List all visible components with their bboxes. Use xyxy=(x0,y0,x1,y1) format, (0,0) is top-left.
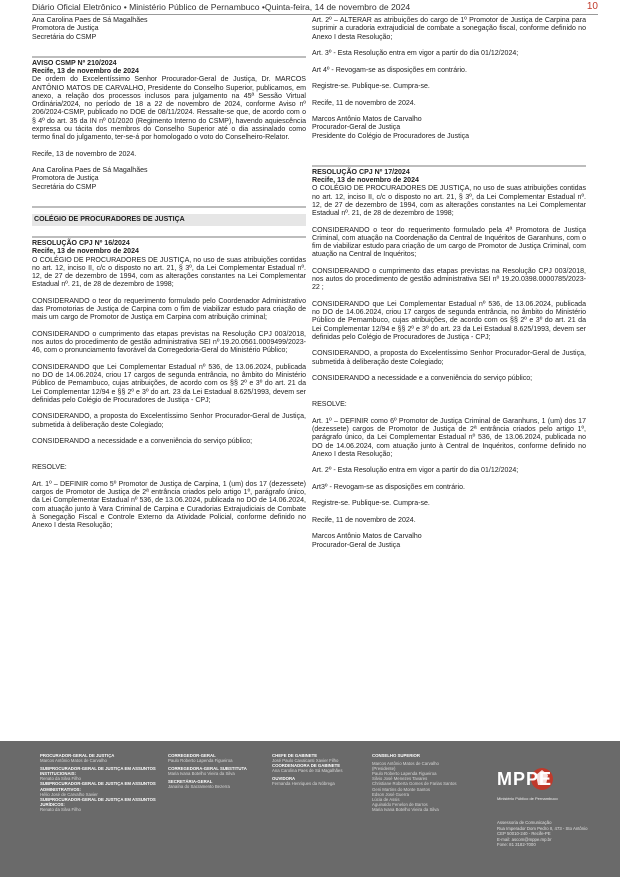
resolution-paragraph: CONSIDERANDO, a proposta do Excelentíssimo Senhor Procurador-Geral de Justiça, submetida à deliberação deste Colegiado; xyxy=(32,413,306,429)
signature-role: Secretária do CSMP xyxy=(32,33,97,41)
article-paragraph: Art. 2º - Esta Resolução entra em vigor a partir do dia 01/12/2024; xyxy=(312,467,519,475)
signature-role: Promotora de Justiça xyxy=(32,25,99,33)
address-line: CEP 50010-240 - Recife-PE xyxy=(497,831,551,837)
footer-person: Marcos Antônio Matos de Carvalho xyxy=(40,758,107,764)
resolve-label: RESOLVE: xyxy=(32,464,67,472)
footer-person: Ana Carolina Paes de Sá Magalhães xyxy=(272,768,343,774)
signature-name: Ana Carolina Paes de Sá Magalhães xyxy=(32,167,148,174)
mppe-logo xyxy=(497,763,587,809)
section-divider xyxy=(32,236,306,238)
page-footer xyxy=(0,741,620,877)
footer-role: CHEFE DE GABINETE xyxy=(272,753,318,758)
footer-role: SUBPROCURADOR-GERAL DE JUSTIÇA EM ASSUNTOS JURÍDICOS: xyxy=(40,796,156,807)
footer-person: José Paulo Cavalcanti Xavier Filho xyxy=(272,758,339,764)
closing-text: Registre-se. Publique-se. Cumpra-se. xyxy=(312,500,430,508)
signature-block xyxy=(312,116,586,141)
footer-person: Silvio José Menezes Tavares xyxy=(372,776,428,782)
resolution-date: Recife, 13 de novembro de 2024 xyxy=(312,177,419,184)
footer-person: (Presidente) xyxy=(372,766,396,772)
signature-name: Marcos Antônio Matos de Carvalho xyxy=(312,533,422,541)
footer-person: Janaína do Sacramento Bezerra xyxy=(168,784,230,790)
footer-role: COORDENADORA DE GABINETE xyxy=(272,763,341,769)
footer-column-corregedoria xyxy=(168,753,266,790)
footer-column-conselho xyxy=(372,753,460,812)
resolution-paragraph: CONSIDERANDO o teor do requerimento formulado pelo Coordenador Administrativo das Promotorias de Justiça de Carpina com o fim de viabilizar estudo para criação de mais um cargo de Promotor de Justiça em Carpina com atribuição criminal; xyxy=(32,297,306,322)
resolution-paragraph: CONSIDERANDO o teor do requerimento formulado pela 4ª Promotora de Justiça Criminal, com atuação na Coordenação da Central de Inquéritos de Garanhuns, com o fim de viabilizar estudo para criação de um cargo de Promotor de Justiça Criminal, com atuação na Central de Inquéritos; xyxy=(312,226,586,259)
footer-person: Marcos Antônio Matos de Carvalho xyxy=(372,761,439,767)
footer-column-leadership xyxy=(40,753,158,812)
footer-person: Edson José Guerra xyxy=(372,791,410,797)
signature-name: Marcos Antônio Matos de Carvalho xyxy=(312,116,422,123)
resolution-paragraph: CONSIDERANDO que Lei Complementar Estadual nº 536, de 13.06.2024, publicada no DO de 14.06.2024, criou 17 cargos de segunda entrância, no âmbito do Ministério Público de Pernambuco, cujas atribuições, de acordo com os §§ 2º e 3º do art. 21 da Lei Complementar 12/94 e §§ 2º e 3º do art. 23 da Lei Estadual 8.625/1993, devem ser definidas pelo Colégio de Procuradores de Justiça - CPJ; xyxy=(32,363,306,404)
footer-role: SUBPROCURADOR-GERAL DE JUSTIÇA EM ASSUNTOS ADMINISTRATIVOS: xyxy=(40,781,156,792)
resolve-label: RESOLVE: xyxy=(312,401,347,409)
footer-role: CORREGEDOR-GERAL xyxy=(168,753,216,758)
address-line: Rua Imperador Dom Pedro II, 473 - Sto Antônio xyxy=(497,825,588,831)
header-rule xyxy=(32,14,598,15)
resolution-paragraph: CONSIDERANDO a necessidade e a conveniência do serviço público; xyxy=(312,375,533,382)
aviso-title: AVISO CSMP Nº 210/2024 xyxy=(32,59,117,67)
right-column xyxy=(312,17,586,550)
signature-block xyxy=(32,17,306,42)
closing-place: Recife, 11 de novembro de 2024. xyxy=(312,516,416,524)
signature-name: Ana Carolina Paes de Sá Magalhães xyxy=(32,17,148,24)
signature-role: Procurador-Geral de Justiça xyxy=(312,541,401,549)
footer-role: OUVIDORA xyxy=(272,776,296,782)
section-divider xyxy=(32,206,306,208)
resolution-paragraph: CONSIDERANDO o cumprimento das etapas previstas na Resolução CPJ 003/2018, nos autos do procedimento de gestão administrativa SEI nº.19.20.0561.0009499/2023-46, com o pronunciamento favorável da Corregedoria-Geral do Ministério Público; xyxy=(32,330,306,355)
header-title: Diário Oficial Eletrônico • Ministério Público de Pernambuco •Quinta-feira, 14 de novembro de 2024 xyxy=(32,2,411,12)
resolution-title: RESOLUÇÃO CPJ Nº 16/2024 xyxy=(32,240,130,247)
footer-role: CONSELHO SUPERIOR xyxy=(372,753,420,758)
signature-role: Presidente do Colégio de Procuradores de Justiça xyxy=(312,132,470,140)
footer-person: Fernanda Henriques da Nóbrega xyxy=(272,781,335,787)
section-divider xyxy=(32,56,306,58)
section-divider xyxy=(312,165,586,167)
resolution-date: Recife, 13 de novembro de 2024 xyxy=(32,248,139,256)
aviso-place: Recife, 13 de novembro de 2024. xyxy=(32,150,137,158)
footer-person: Renato da Silva Filho xyxy=(40,806,81,812)
footer-role: SUBPROCURADOR-GERAL DE JUSTIÇA EM ASSUNTOS INSTITUCIONAIS: xyxy=(40,766,156,777)
address-line: Assessoria de Comunicação xyxy=(497,820,552,825)
footer-column-gabinete xyxy=(272,753,367,787)
footer-person: Maria Ivana Botelho Vieira da Silva xyxy=(168,771,235,777)
logo-text: MPPE xyxy=(497,769,553,789)
aviso-body: De ordem do Excelentíssimo Senhor Procurador-Geral de Justiça, Dr. MARCOS ANTÔNIO MATOS DE CARVALHO, Presidente do Conselho Superior, publicamos, em anexo, a relação dos processos inclusos para julgamento na 45ª Sessão Virtual Ordinária/2024, no período de 18 a 22 de novembro de 2024, conforme Aviso nº 206/2024-CSMP, publicado no DOE de 08/11/2024. Ressalte-se que, de acordo com o § 4º do art. 35 da IN nº 01/2020 (Regimento Interno do CSMP), havendo aquiescência expressa ou tácita dos membros do Conselho Superior até o dia assinalado como termo final do julgamento, ter-se-á por homologado o voto do Conselheiro-Relator. xyxy=(32,76,306,141)
resolution-paragraph: CONSIDERANDO que Lei Complementar Estadual nº 536, de 13.06.2024, publicada no DO de 14.06.2024, criou 17 cargos de segunda entrância, no âmbito do Ministério Público de Pernambuco, cujas atribuições, de acordo com os §§ 2º e 3º do art. 21 da Lei Complementar 12/94 e §§ 2º e 3º do art. 23 da Lei Estadual 8.625/1993, devem ser definidas pelo Colégio de Procuradores de Justiça - CPJ; xyxy=(312,300,586,341)
signature-role: Promotora de Justiça xyxy=(32,175,99,183)
section-heading: COLÉGIO DE PROCURADORES DE JUSTIÇA xyxy=(32,214,306,226)
signature-role: Secretária do CSMP xyxy=(32,183,97,191)
footer-person: Renato da Silva Filho xyxy=(40,776,81,782)
footer-person: Hélio José de Carvalho Xavier xyxy=(40,791,98,797)
signature-block xyxy=(32,167,306,192)
footer-person: Paulo Roberto Lapenda Figueiroa xyxy=(372,771,437,777)
footer-person: Maria Ivana Botelho Vieira da Silva xyxy=(372,806,439,812)
footer-role: PROCURADOR-GERAL DE JUSTIÇA xyxy=(40,753,115,758)
resolution-paragraph: O COLÉGIO DE PROCURADORES DE JUSTIÇA, no uso de suas atribuições contidas no art. 12, inciso II, c/c o disposto no art. 21, § 3º, da Lei Complementar Estadual nº. 12, de 27 de dezembro de 1994, com as alterações constantes na Lei Complementar Estadual nº. 21, de 28 de dezembro de 1998; xyxy=(312,185,586,217)
article-paragraph: Art. 2º – ALTERAR as atribuições do cargo de 1º Promotor de Justiça de Carpina para suprimir a curadoria extrajudicial de combate a sonegação fiscal, conforme definido no Anexo I desta Resolução; xyxy=(312,17,586,41)
page-header xyxy=(0,0,620,15)
footer-role: CORREGEDORA-GERAL SUBSTITUTA xyxy=(168,766,247,772)
resolution-paragraph: CONSIDERANDO, a proposta do Excelentíssimo Senhor Procurador-Geral de Justiça, submetida à deliberação deste Colegiado; xyxy=(312,350,586,366)
resolution-paragraph: O COLÉGIO DE PROCURADORES DE JUSTIÇA, no uso de suas atribuições contidas no art. 12, inciso II, c/c o disposto no art. 21, § 3º, da Lei Complementar Estadual nº. 12, de 27 de dezembro de 1994, com as alterações constantes na Lei Complementar Estadual nº. 21, de 28 de dezembro de 1998; xyxy=(32,256,306,289)
signature-block xyxy=(312,533,586,550)
footer-person: Lúcia de Assis xyxy=(372,796,400,802)
footer-person: Paulo Roberto Lapenda Figueiroa xyxy=(168,758,233,764)
footer-role: SECRETÁRIA-GERAL xyxy=(168,779,213,785)
aviso-date: Recife, 13 de novembro de 2024 xyxy=(32,68,139,75)
article-paragraph: Art3º - Revogam-se as disposições em contrário. xyxy=(312,483,465,491)
left-column xyxy=(32,17,306,539)
article-paragraph: Art. 1º – DEFINIR como 5º Promotor de Justiça de Carpina, 1 (um) dos 17 (dezessete) cargos de Promotor de Justiça de 2ª entrância criados pelo artigo 1º, parágrafo único, da Lei Complementar Estadual nº 536, de 13.06.2024, publicada no DO de 14.06.2024, com atuação junto à Vara Criminal de Carpina e Curadorias Extrajudiciais de Combate à Sonegação Fiscal e Controle Externo da Atividade Policial, conforme definido no Anexo I desta Resolução; xyxy=(32,480,306,529)
article-paragraph: Art 4º - Revogam-se as disposições em contrário. xyxy=(312,66,467,74)
resolution-title: RESOLUÇÃO CPJ Nº 17/2024 xyxy=(312,168,410,176)
article-paragraph: Art. 1º – DEFINIR como 6º Promotor de Justiça Criminal de Garanhuns, 1 (um) dos 17 (dezessete) cargos de Promotor de Justiça de 2ª entrância criados pelo artigo 1º, parágrafo único, da Lei Complementar Estadual nº 536, de 13.06.2024, publicada no DO de 14.06.2024, com atuação junto à Central de Inquéritos, conforme definido no Anexo I desta Resolução; xyxy=(312,417,586,458)
closing-place: Recife, 11 de novembro de 2024. xyxy=(312,99,416,107)
article-paragraph: Art. 3º - Esta Resolução entra em vigor a partir do dia 01/12/2024; xyxy=(312,50,519,57)
resolution-paragraph: CONSIDERANDO a necessidade e a conveniência do serviço público; xyxy=(32,438,253,445)
address-line: Fone: 81 3182-7000 xyxy=(497,842,536,848)
footer-person: Geni Martins do Monte Santos xyxy=(372,786,431,792)
page-number: 10 xyxy=(586,1,598,12)
footer-person: Christiane Roberta Gomes de Farias Santos xyxy=(372,781,457,787)
closing-text: Registre-se. Publique-se. Cumpra-se. xyxy=(312,83,430,90)
logo-subtitle: Ministério Público de Pernambuco xyxy=(497,796,558,801)
footer-address xyxy=(497,820,588,848)
signature-role: Procurador-Geral de Justiça xyxy=(312,124,401,132)
address-line: E-mail: ascom@mppe.mp.br xyxy=(497,836,552,842)
footer-person: Aguinaldo Fenelon de Barros xyxy=(372,801,428,807)
resolution-paragraph: CONSIDERANDO o cumprimento das etapas previstas na Resolução CPJ 003/2018, nos autos do procedimento de gestão administrativa SEI nº 19.20.0398.0000785/2023-22 ; xyxy=(312,267,586,292)
